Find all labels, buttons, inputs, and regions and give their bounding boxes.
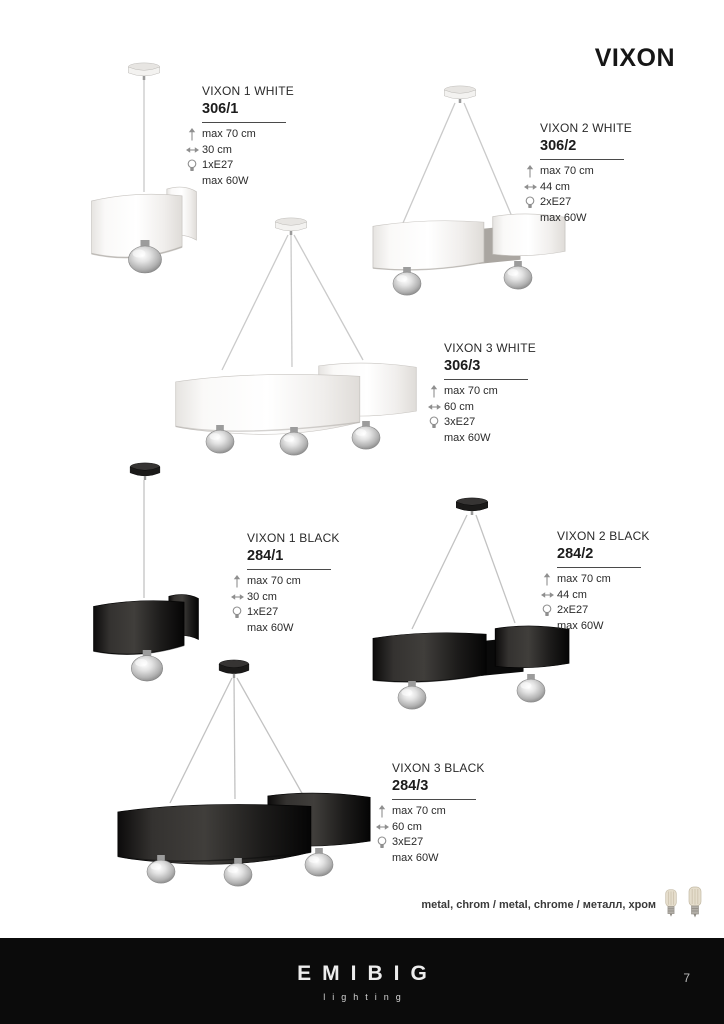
height-icon: [186, 128, 202, 141]
divider: [557, 567, 641, 568]
spec-socket: 2xE27: [540, 196, 572, 208]
brand-tagline: lighting: [323, 992, 408, 1002]
cable: [464, 103, 513, 219]
cable: [403, 103, 455, 223]
divider: [392, 799, 476, 800]
divider: [444, 379, 528, 380]
height-icon: [231, 575, 247, 588]
spec-diameter: 30 cm: [247, 590, 277, 603]
height-icon: [376, 805, 392, 818]
shade-band: [373, 626, 569, 682]
page-number: 7: [683, 971, 690, 985]
height-icon: [428, 385, 444, 398]
product-code: 306/3: [444, 358, 481, 374]
brand-name: EMIBIG: [297, 962, 438, 985]
canopy: [456, 498, 488, 515]
divider: [247, 569, 331, 570]
bulb-icon: [428, 416, 444, 429]
bulb: [398, 681, 426, 709]
cable: [222, 235, 288, 370]
cable: [291, 235, 292, 367]
divider: [202, 122, 286, 123]
product-name: VIXON 3 WHITE: [444, 341, 536, 355]
product-spec-vixon-3-white: [428, 341, 536, 446]
width-icon: [428, 401, 444, 413]
lamp-image-vixon-3-black: [110, 655, 400, 910]
spec-diameter: 30 cm: [202, 143, 232, 156]
spec-diameter: 44 cm: [540, 180, 570, 193]
bulb-icon: [541, 604, 557, 617]
bulb-icon: [376, 836, 392, 849]
cable: [412, 515, 467, 629]
footer-bar: [0, 938, 724, 1024]
bulb: [504, 261, 532, 289]
product-name: VIXON 2 WHITE: [540, 121, 632, 135]
materials-label: metal, chrom / metal, chrome / металл, хром: [421, 899, 656, 911]
spec-diameter: 60 cm: [392, 820, 422, 833]
canopy: [219, 660, 249, 678]
product-code: 284/2: [557, 546, 594, 562]
product-spec-vixon-2-black: [541, 529, 650, 634]
spec-power: max 60W: [444, 431, 491, 444]
shade-band: [176, 363, 417, 434]
height-icon: [524, 165, 540, 178]
shade-band: [118, 793, 370, 864]
led-bulb-icon: [686, 886, 704, 918]
page-title: VIXON: [594, 44, 675, 72]
spec-power: max 60W: [202, 174, 249, 187]
spec-height: max 70 cm: [247, 575, 301, 587]
spec-socket: 3xE27: [444, 416, 476, 428]
product-spec-vixon-1-black: [231, 531, 340, 636]
bulb-icon: [186, 159, 202, 172]
product-code: 284/3: [392, 778, 429, 794]
product-name: VIXON 3 BLACK: [392, 761, 485, 775]
spec-socket: 1xE27: [247, 606, 279, 618]
bulb: [352, 421, 380, 449]
width-icon: [376, 821, 392, 833]
spec-diameter: 60 cm: [444, 400, 474, 413]
cable: [476, 515, 515, 623]
spec-socket: 3xE27: [392, 836, 424, 848]
spec-socket: 1xE27: [202, 159, 234, 171]
product-name: VIXON 1 BLACK: [247, 531, 340, 545]
canopy: [128, 63, 160, 80]
spec-height: max 70 cm: [557, 573, 611, 585]
spec-height: max 70 cm: [444, 385, 498, 397]
product-code: 306/1: [202, 101, 239, 117]
bulb-icon: [231, 606, 247, 619]
spec-height: max 70 cm: [540, 165, 594, 177]
product-name: VIXON 1 WHITE: [202, 84, 294, 98]
led-bulb-icon: [663, 888, 679, 918]
width-icon: [541, 589, 557, 601]
shade-band: [94, 595, 199, 655]
spec-power: max 60W: [392, 851, 439, 864]
height-icon: [541, 573, 557, 586]
width-icon: [186, 144, 202, 156]
product-spec-vixon-2-white: [524, 121, 632, 226]
spec-height: max 70 cm: [392, 805, 446, 817]
brand-logo: [0, 962, 724, 1002]
cable: [294, 235, 363, 360]
bulb: [517, 674, 545, 702]
canopy: [275, 218, 307, 235]
product-code: 284/1: [247, 548, 284, 564]
product-spec-vixon-1-white: [186, 84, 294, 189]
product-code: 306/2: [540, 138, 577, 154]
product-spec-vixon-3-black: [376, 761, 485, 866]
bulb-icon: [524, 196, 540, 209]
spec-socket: 2xE27: [557, 604, 589, 616]
cable: [234, 678, 235, 799]
materials-note: [421, 886, 704, 918]
lamp-image-vixon-3-white: [165, 213, 440, 463]
spec-power: max 60W: [557, 619, 604, 632]
cable: [237, 678, 303, 795]
width-icon: [231, 591, 247, 603]
spec-height: max 70 cm: [202, 128, 256, 140]
width-icon: [524, 181, 540, 193]
spec-power: max 60W: [247, 621, 294, 634]
product-name: VIXON 2 BLACK: [557, 529, 650, 543]
divider: [540, 159, 624, 160]
canopy: [444, 86, 476, 103]
cable: [170, 678, 232, 803]
spec-power: max 60W: [540, 211, 587, 224]
canopy: [130, 463, 160, 480]
spec-diameter: 44 cm: [557, 588, 587, 601]
